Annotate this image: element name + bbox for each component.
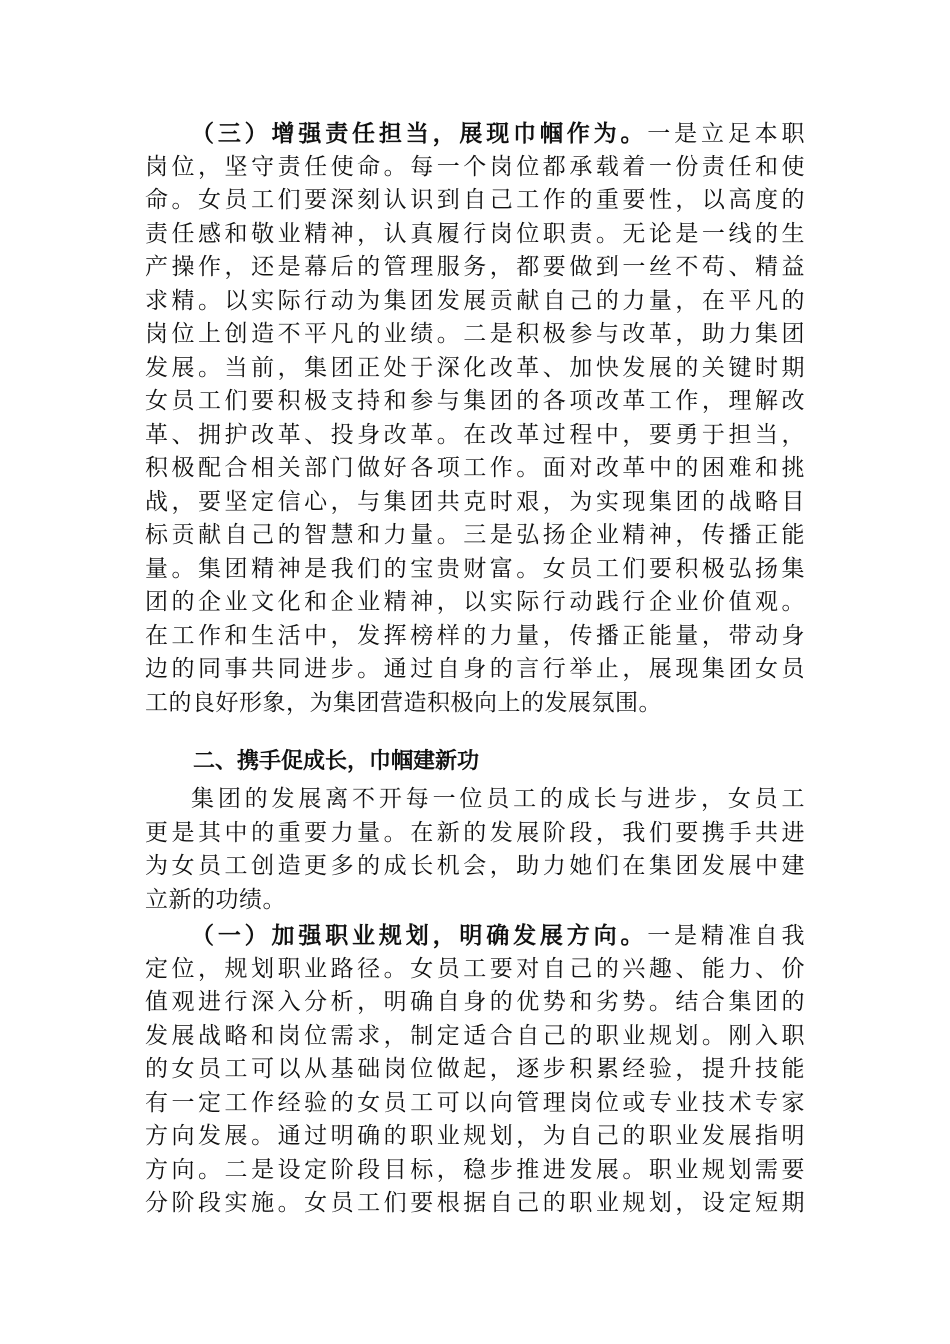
paragraph-line: 岗位上创造不平凡的业绩。二是积极参与改革，助力集团 bbox=[145, 321, 805, 347]
paragraph-line: 产操作，还是幕后的管理服务，都要做到一丝不苟、精益 bbox=[145, 254, 805, 280]
paragraph-line: 发展。当前，集团正处于深化改革、加快发展的关键时期 bbox=[145, 354, 805, 381]
paragraph-line: 边的同事共同进步。通过自身的言行举止，展现集团女员 bbox=[145, 656, 805, 682]
paragraph-line: 女员工们要积极支持和参与集团的各项改革工作，理解改 bbox=[145, 388, 805, 414]
paragraph-line: 方向。二是设定阶段目标，稳步推进发展。职业规划需要 bbox=[145, 1156, 805, 1183]
paragraph-line: 定位，规划职业路径。女员工要对自己的兴趣、能力、价 bbox=[145, 955, 805, 982]
paragraph-line: 战，要坚定信心，与集团共克时艰，为实现集团的战略目 bbox=[145, 488, 805, 515]
paragraph-line: 求精。以实际行动为集团发展贡献自己的力量，在平凡的 bbox=[145, 287, 805, 314]
paragraph-career-planning bbox=[145, 919, 805, 1221]
paragraph-line: 量。集团精神是我们的宝贵财富。女员工们要积极弘扬集 bbox=[145, 555, 805, 582]
paragraph-line: 发展战略和岗位需求，制定适合自己的职业规划。刚入职 bbox=[145, 1022, 805, 1049]
paragraph-line: 责任感和敬业精神，认真履行岗位职责。无论是一线的生 bbox=[145, 220, 805, 247]
paragraph-line: 标贡献自己的智慧和力量。三是弘扬企业精神，传播正能 bbox=[145, 522, 805, 548]
paragraph-line: 团的企业文化和企业精神，以实际行动践行企业价值观。 bbox=[145, 589, 805, 615]
paragraph-line: 集团的发展离不开每一位员工的成长与进步，女员工 bbox=[191, 786, 805, 812]
paragraph-line: （三）增强责任担当，展现巾帼作为。一是立足本职 bbox=[191, 120, 805, 147]
paragraph-line: 的女员工可以从基础岗位做起，逐步积累经验，提升技能 bbox=[145, 1056, 805, 1082]
paragraph-line: 命。女员工们要深刻认识到自己工作的重要性，以高度的 bbox=[145, 187, 805, 213]
paragraph-line: 方向发展。通过明确的职业规划，为自己的职业发展指明 bbox=[145, 1123, 805, 1149]
paragraph-line: 岗位，坚守责任使命。每一个岗位都承载着一份责任和使 bbox=[145, 153, 805, 180]
paragraph-line: 立新的功绩。 bbox=[145, 886, 286, 913]
paragraph-responsibility bbox=[145, 117, 805, 720]
paragraph-line: 有一定工作经验的女员工可以向管理岗位或专业技术专家 bbox=[145, 1089, 805, 1116]
paragraph-line: （一）加强职业规划，明确发展方向。一是精准自我 bbox=[191, 922, 805, 949]
paragraph-growth-intro bbox=[145, 783, 805, 917]
paragraph-line: 工的良好形象，为集团营造积极向上的发展氛围。 bbox=[145, 689, 662, 716]
paragraph-heading: （三）增强责任担当，展现巾帼作为。 bbox=[191, 120, 648, 147]
section-heading: 二、携手促成长，巾帼建新功 bbox=[193, 749, 480, 774]
paragraph-line: 积极配合相关部门做好各项工作。面对改革中的困难和挑 bbox=[145, 455, 805, 481]
paragraph-line: 更是其中的重要力量。在新的发展阶段，我们要携手共进 bbox=[145, 819, 805, 846]
paragraph-line: 值观进行深入分析，明确自身的优势和劣势。结合集团的 bbox=[145, 989, 805, 1015]
paragraph-line: 为女员工创造更多的成长机会，助力她们在集团发展中建 bbox=[145, 853, 805, 879]
paragraph-heading: （一）加强职业规划，明确发展方向。 bbox=[191, 922, 648, 949]
paragraph-line: 在工作和生活中，发挥榜样的力量，传播正能量，带动身 bbox=[145, 622, 805, 649]
paragraph-line: 分阶段实施。女员工们要根据自己的职业规划，设定短期 bbox=[145, 1190, 805, 1216]
paragraph-line: 革、拥护改革、投身改革。在改革过程中，要勇于担当， bbox=[145, 421, 805, 448]
